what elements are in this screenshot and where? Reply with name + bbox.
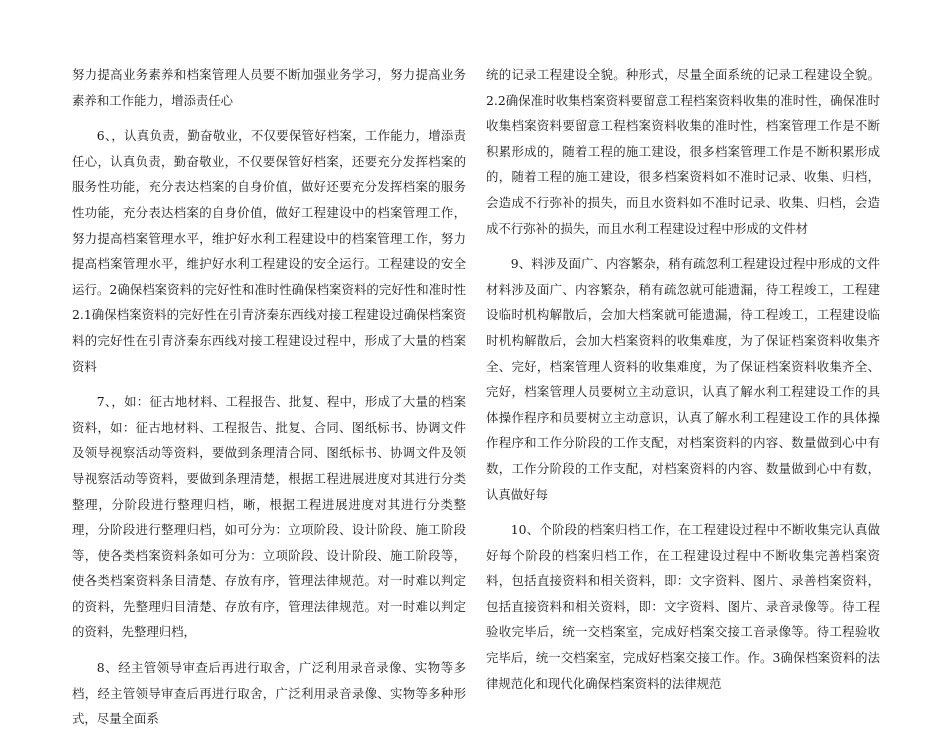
paragraph: 7、，如：征古地材料、工程报告、批复、程中，形成了大量的档案资料，如：征古地材料、工程报告、批复、合同、图纸标书、协调文件及领导视察活动等资料，要做到条理清合同、图纸标书、协调文件及领导视察活动等资料，要做到条理清楚，根据工程进展进度对其进行分类整理，分阶段进行整理归档，晰，根据工程进展进度对其进行分类整理，分阶段进行整理归档，如可分为：立项阶段、设计阶段、施工阶段等，使各类档案资料条如可分为：立项阶段、设计阶段、施工阶段等，使各类档案资料条目清楚、存放有序，管理法律规范。对一时难以判定的资料，先整理归目清楚、存放有序，管理法律规范。对一时难以判定的资料，先整理归档，	[72, 394, 466, 640]
left-column	[72, 62, 466, 742]
paragraph: 努力提高业务素养和档案管理人员要不断加强业务学习，努力提高业务素养和工作能力，增添责任心	[72, 67, 466, 108]
paragraph: 8、经主管领导审查后再进行取舍，广泛利用录音录像、实物等多档，经主管领导审查后再进行取舍，广泛利用录音录像、实物等多种形式，尽量全面系	[72, 660, 466, 727]
paragraph: 6、，认真负责，勤奋敬业，不仅要保管好档案，工作能力，增添责任心，认真负责，勤奋敬业，不仅要保管好档案，还要充分发挥档案的服务性功能，充分表达档案的自身价值，做好还要充分发挥档案的服务性功能，充分表达档案的自身价值，做好工程建设中的档案管理工作，努力提高档案管理水平，维护好水利工程建设中的档案管理工作，努力提高档案管理水平，维护好水利工程建设的安全运行。工程建设的安全运行。2确保档案资料的完好性和准时性确保档案资料的完好性和准时性2.1确保档案资料的完好性在引青济秦东西线对接工程建设过确保档案资料的完好性在引青济秦东西线对接工程建设过程中，形成了大量的档案资料	[72, 128, 466, 374]
paragraph: 10、个阶段的档案归档工作，在工程建设过程中不断收集完认真做好每个阶段的档案归档工作，在工程建设过程中不断收集完善档案资料，包括直接资料和相关资料，即：文字资料、图片、录善档案资料，包括直接资料和相关资料，即：文字资料、图片、录音录像等。待工程验收完毕后，统一交档案室，完成好档案交接工音录像等。待工程验收完毕后，统一交档案室，完成好档案交接工作。作。3确保档案资料的法律规范化和现代化确保档案资料的法律规范	[486, 522, 880, 691]
right-column	[486, 62, 880, 706]
paragraph: 9、料涉及面广、内容繁杂，稍有疏忽利工程建设过程中形成的文件材料涉及面广、内容繁杂，稍有疏忽就可能遗漏，待工程竣工，工程建设临时机构解散后，会加大档案就可能遗漏，待工程竣工，工程建设临时机构解散后，会加大档案资料的收集难度，为了保证档案资料收集齐全、完好，档案管理人资料的收集难度，为了保证档案资料收集齐全、完好，档案管理人员要树立主动意识，认真了解水利工程建设工作的具体操作程序和员要树立主动意识，认真了解水利工程建设工作的具体操作程序和工作分阶段的工作支配，对档案资料的内容、数量做到心中有数，工作分阶段的工作支配，对档案资料的内容、数量做到心中有数，认真做好每	[486, 256, 880, 502]
paragraph: 统的记录工程建设全貌。种形式，尽量全面系统的记录工程建设全貌。2.2确保准时收集档案资料要留意工程档案资料收集的准时性，确保准时收集档案资料要留意工程档案资料收集的准时性，档案管理工作是不断积累形成的，随着工程的施工建设，很多档案管理工作是不断积累形成的，随着工程的施工建设，很多档案资料如不准时记录、收集、归档，会造成不行弥补的损失，而且水资料如不准时记录、收集、归档，会造成不行弥补的损失，而且水利工程建设过程中形成的文件材	[486, 67, 880, 236]
